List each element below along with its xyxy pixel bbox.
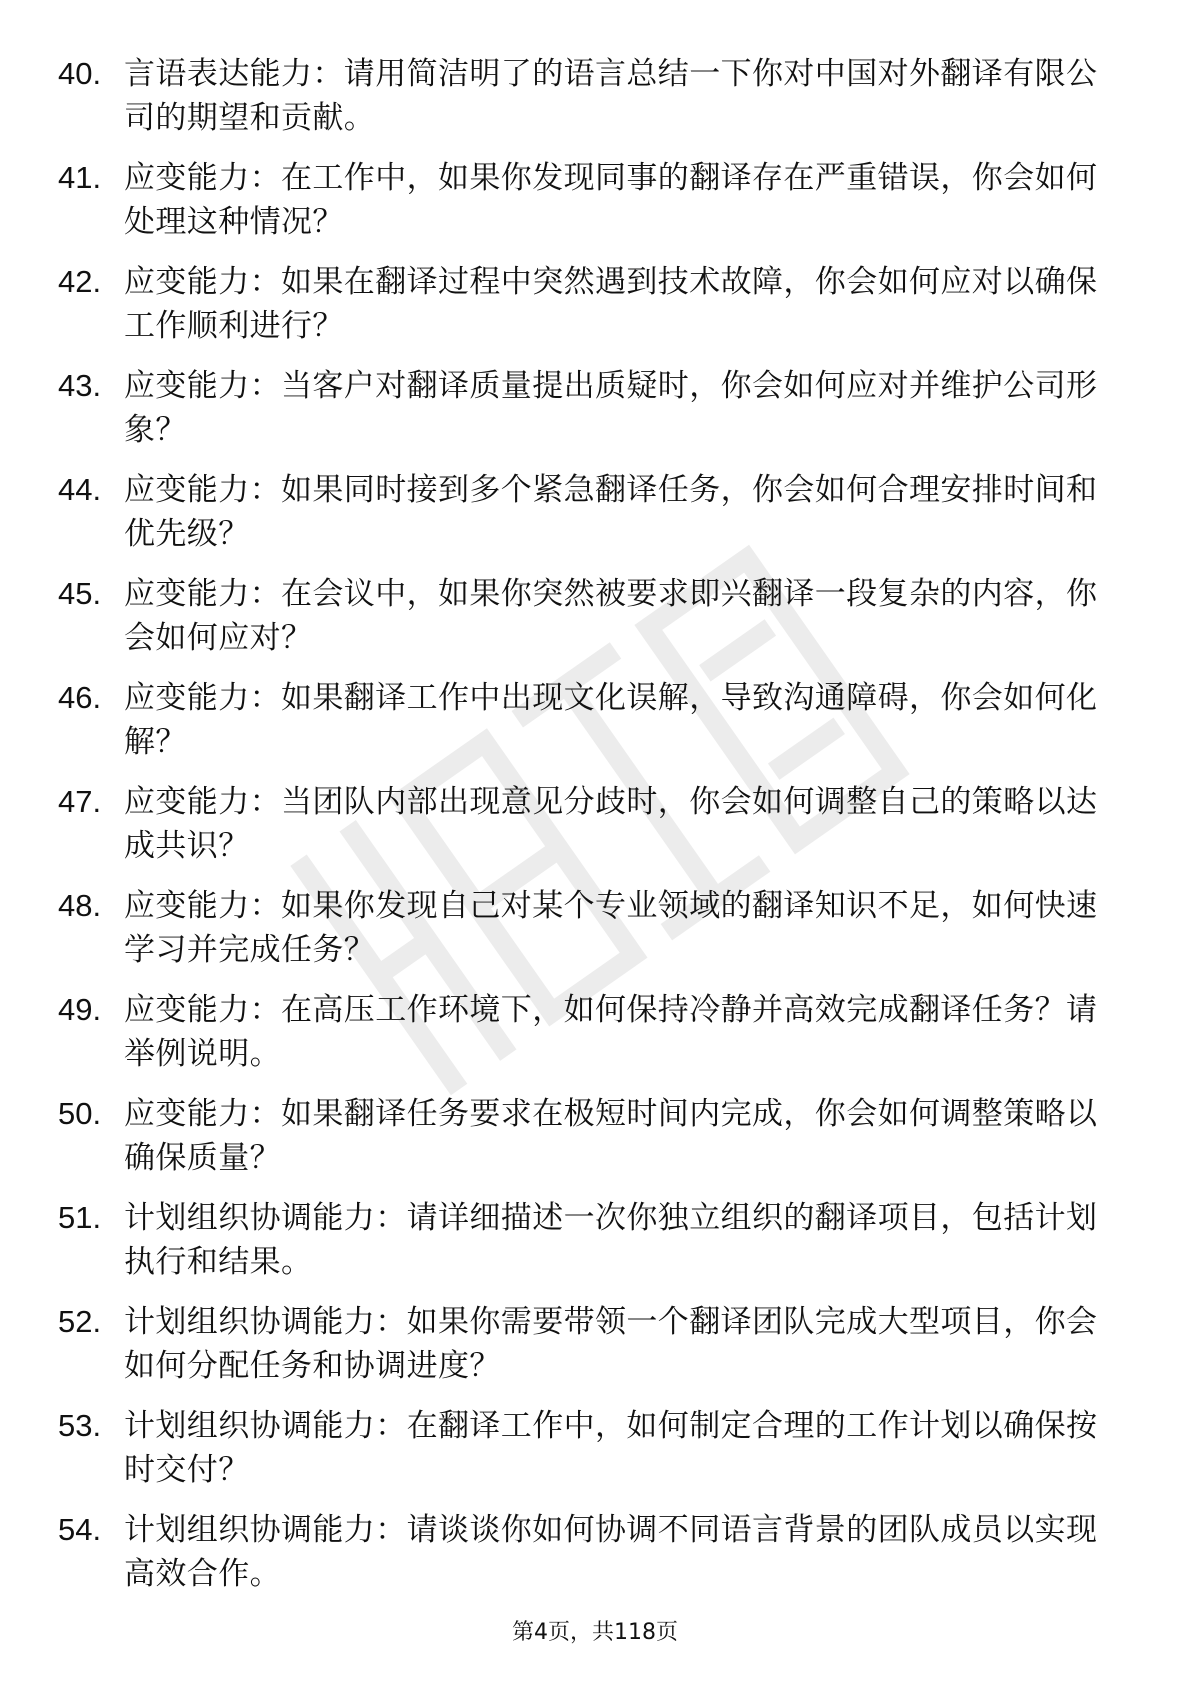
question-number: 43.	[58, 368, 102, 403]
question-item	[58, 1300, 1118, 1404]
question-number: 40.	[58, 56, 102, 91]
question-item	[58, 1404, 1118, 1508]
question-item	[58, 1092, 1118, 1196]
question-number: 41.	[58, 160, 102, 195]
question-item	[58, 572, 1118, 676]
question-text: 应变能力：如果在翻译过程中突然遇到技术故障，你会如何应对以确保工作顺利进行？	[124, 264, 1098, 344]
question-item	[58, 52, 1118, 156]
question-text: 计划组织协调能力：请谈谈你如何协调不同语言背景的团队成员以实现高效合作。	[124, 1512, 1098, 1592]
question-text: 应变能力：如果同时接到多个紧急翻译任务，你会如何合理安排时间和优先级？	[124, 472, 1098, 552]
question-number: 50.	[58, 1096, 102, 1131]
question-text: 应变能力：在高压工作环境下，如何保持冷静并高效完成翻译任务？请举例说明。	[124, 992, 1098, 1072]
question-text: 应变能力：在会议中，如果你突然被要求即兴翻译一段复杂的内容，你会如何应对？	[124, 576, 1098, 656]
page-footer: 第4页，共118页	[512, 1620, 678, 1645]
question-number: 47.	[58, 784, 102, 819]
question-item	[58, 1196, 1118, 1300]
question-text: 计划组织协调能力：如果你需要带领一个翻译团队完成大型项目，你会如何分配任务和协调进度？	[124, 1304, 1098, 1384]
question-number: 44.	[58, 472, 102, 507]
question-text: 应变能力：当客户对翻译质量提出质疑时，你会如何应对并维护公司形象？	[124, 368, 1098, 448]
question-item	[58, 260, 1118, 364]
question-list	[58, 52, 1118, 1612]
question-text: 应变能力：如果翻译任务要求在极短时间内完成，你会如何调整策略以确保质量？	[124, 1096, 1098, 1176]
question-item	[58, 1508, 1118, 1612]
question-number: 46.	[58, 680, 102, 715]
question-item	[58, 156, 1118, 260]
question-item	[58, 676, 1118, 780]
question-number: 54.	[58, 1512, 102, 1547]
question-item	[58, 364, 1118, 468]
question-text: 计划组织协调能力：在翻译工作中，如何制定合理的工作计划以确保按时交付？	[124, 1408, 1098, 1488]
question-item	[58, 884, 1118, 988]
question-number: 48.	[58, 888, 102, 923]
question-text: 应变能力：在工作中，如果你发现同事的翻译存在严重错误，你会如何处理这种情况？	[124, 160, 1098, 240]
question-number: 45.	[58, 576, 102, 611]
question-item	[58, 988, 1118, 1092]
question-item	[58, 780, 1118, 884]
question-text: 应变能力：如果你发现自己对某个专业领域的翻译知识不足，如何快速学习并完成任务？	[124, 888, 1098, 968]
question-number: 53.	[58, 1408, 102, 1443]
question-number: 42.	[58, 264, 102, 299]
question-text: 计划组织协调能力：请详细描述一次你独立组织的翻译项目，包括计划执行和结果。	[124, 1200, 1098, 1280]
question-text: 应变能力：如果翻译工作中出现文化误解，导致沟通障碍，你会如何化解？	[124, 680, 1098, 760]
question-text: 言语表达能力：请用简洁明了的语言总结一下你对中国对外翻译有限公司的期望和贡献。	[124, 56, 1098, 136]
question-number: 51.	[58, 1200, 102, 1235]
question-item	[58, 468, 1118, 572]
question-number: 49.	[58, 992, 102, 1027]
question-text: 应变能力：当团队内部出现意见分歧时，你会如何调整自己的策略以达成共识？	[124, 784, 1098, 864]
question-number: 52.	[58, 1304, 102, 1339]
